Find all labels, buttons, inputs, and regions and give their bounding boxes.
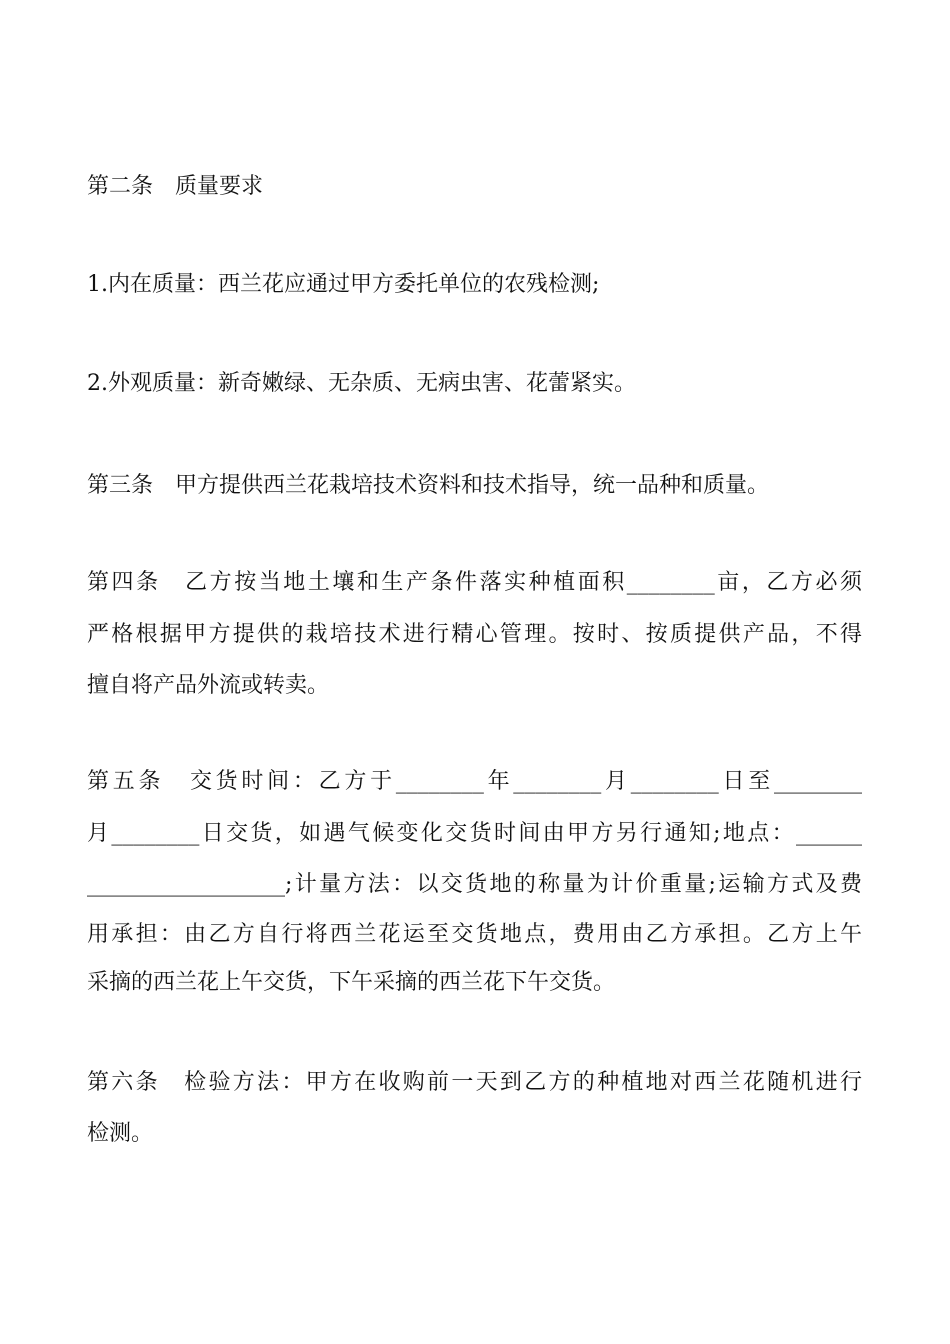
article-5-line-3: __________________;计量方法：以交货地的称量为计价重量;运输方式及费: [87, 872, 862, 897]
article-5-line-1: 第五条 交货时间：乙方于________年________月________日至________: [87, 769, 862, 794]
article-6-line-1: 第六条 检验方法：甲方在收购前一天到乙方的种植地对西兰花随机进行: [87, 1070, 862, 1095]
article-5-line-4: 用承担：由乙方自行将西兰花运至交货地点，费用由乙方承担。乙方上午: [87, 922, 862, 947]
article-4-line-3: 擅自将产品外流或转卖。: [87, 673, 330, 698]
article-6-line-2: 检测。: [87, 1121, 154, 1146]
article-3-text: 第三条 甲方提供西兰花栽培技术资料和技术指导，统一品种和质量。: [87, 473, 770, 498]
article-4-line-1: 第四条 乙方按当地土壤和生产条件落实种植面积________亩，乙方必须: [87, 570, 862, 595]
article-5-line-5: 采摘的西兰花上午交货，下午采摘的西兰花下午交货。: [87, 970, 616, 995]
article-2-item-2: 2.外观质量：新奇嫩绿、无杂质、无病虫害、花蕾紧实。: [87, 371, 636, 396]
article-5-line-2: 月________日交货，如遇气候变化交货时间由甲方另行通知;地点：______: [87, 821, 862, 846]
article-2-item-1: 1.内在质量：西兰花应通过甲方委托单位的农残检测;: [87, 272, 600, 297]
article-2-heading: 第二条 质量要求: [87, 174, 264, 199]
article-4-line-2: 严格根据甲方提供的栽培技术进行精心管理。按时、按质提供产品，不得: [87, 622, 862, 647]
